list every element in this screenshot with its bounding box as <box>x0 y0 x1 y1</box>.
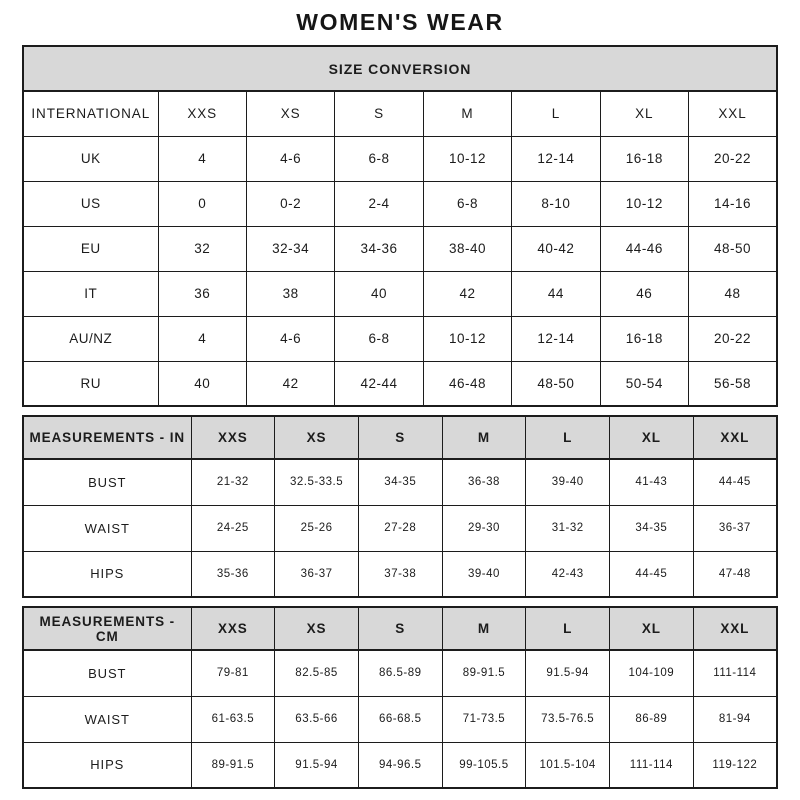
value-cell: 4 <box>158 316 246 361</box>
header-size-cell: L <box>512 91 600 136</box>
header-size-cell: XL <box>610 607 694 650</box>
value-cell: 34-35 <box>610 505 694 551</box>
value-cell: 119-122 <box>693 742 777 788</box>
value-cell: 4-6 <box>246 316 334 361</box>
value-cell: 4-6 <box>246 136 334 181</box>
row-label-cell: US <box>23 181 158 226</box>
table-data-row <box>23 136 777 181</box>
value-cell: 39-40 <box>442 551 526 597</box>
value-cell: 86-89 <box>610 696 694 742</box>
header-label-cell: INTERNATIONAL <box>23 91 158 136</box>
table-data-row <box>23 459 777 505</box>
value-cell: 46 <box>600 271 688 316</box>
value-cell: 36-37 <box>693 505 777 551</box>
value-cell: 44-45 <box>610 551 694 597</box>
value-cell: 40-42 <box>512 226 600 271</box>
value-cell: 32.5-33.5 <box>275 459 359 505</box>
value-cell: 32-34 <box>246 226 334 271</box>
value-cell: 25-26 <box>275 505 359 551</box>
value-cell: 34-36 <box>335 226 423 271</box>
value-cell: 20-22 <box>689 136 777 181</box>
value-cell: 6-8 <box>335 316 423 361</box>
page-title: WOMEN'S WEAR <box>296 9 504 35</box>
value-cell: 42 <box>246 361 334 406</box>
value-cell: 91.5-94 <box>275 742 359 788</box>
value-cell: 48 <box>689 271 777 316</box>
value-cell: 71-73.5 <box>442 696 526 742</box>
row-label-cell: WAIST <box>23 505 191 551</box>
table-title-cell: SIZE CONVERSION <box>23 46 777 91</box>
value-cell: 12-14 <box>512 316 600 361</box>
value-cell: 35-36 <box>191 551 275 597</box>
value-cell: 31-32 <box>526 505 610 551</box>
header-size-cell: XS <box>275 607 359 650</box>
value-cell: 94-96.5 <box>358 742 442 788</box>
value-cell: 6-8 <box>335 136 423 181</box>
row-label-cell: BUST <box>23 459 191 505</box>
value-cell: 20-22 <box>689 316 777 361</box>
row-label-cell: AU/NZ <box>23 316 158 361</box>
value-cell: 66-68.5 <box>358 696 442 742</box>
row-label-cell: WAIST <box>23 696 191 742</box>
value-cell: 101.5-104 <box>526 742 610 788</box>
value-cell: 91.5-94 <box>526 650 610 696</box>
header-size-cell: M <box>442 416 526 459</box>
row-label-cell: HIPS <box>23 551 191 597</box>
value-cell: 111-114 <box>693 650 777 696</box>
value-cell: 39-40 <box>526 459 610 505</box>
table-data-row <box>23 696 777 742</box>
value-cell: 89-91.5 <box>442 650 526 696</box>
value-cell: 42 <box>423 271 511 316</box>
value-cell: 8-10 <box>512 181 600 226</box>
table-data-row <box>23 505 777 551</box>
row-label-cell: UK <box>23 136 158 181</box>
value-cell: 46-48 <box>423 361 511 406</box>
value-cell: 99-105.5 <box>442 742 526 788</box>
row-label-cell: IT <box>23 271 158 316</box>
value-cell: 82.5-85 <box>275 650 359 696</box>
value-cell: 63.5-66 <box>275 696 359 742</box>
value-cell: 41-43 <box>610 459 694 505</box>
row-label-cell: EU <box>23 226 158 271</box>
header-size-cell: S <box>335 91 423 136</box>
value-cell: 21-32 <box>191 459 275 505</box>
value-cell: 37-38 <box>358 551 442 597</box>
value-cell: 24-25 <box>191 505 275 551</box>
value-cell: 111-114 <box>610 742 694 788</box>
table-data-row <box>23 551 777 597</box>
header-size-cell: XL <box>600 91 688 136</box>
measurements-in-table <box>22 415 778 598</box>
header-label-cell: MEASUREMENTS - CM <box>23 607 191 650</box>
table-data-row <box>23 742 777 788</box>
value-cell: 14-16 <box>689 181 777 226</box>
value-cell: 10-12 <box>423 136 511 181</box>
header-size-cell: L <box>526 416 610 459</box>
value-cell: 79-81 <box>191 650 275 696</box>
table-header-row <box>23 607 777 650</box>
header-size-cell: XS <box>246 91 334 136</box>
value-cell: 38 <box>246 271 334 316</box>
header-size-cell: XXL <box>689 91 777 136</box>
value-cell: 0-2 <box>246 181 334 226</box>
value-cell: 4 <box>158 136 246 181</box>
header-size-cell: XXS <box>191 607 275 650</box>
table-data-row <box>23 361 777 406</box>
table-data-row <box>23 181 777 226</box>
value-cell: 10-12 <box>600 181 688 226</box>
table-header-row <box>23 91 777 136</box>
header-size-cell: M <box>423 91 511 136</box>
value-cell: 104-109 <box>610 650 694 696</box>
value-cell: 38-40 <box>423 226 511 271</box>
header-size-cell: XXS <box>158 91 246 136</box>
row-label-cell: HIPS <box>23 742 191 788</box>
value-cell: 32 <box>158 226 246 271</box>
value-cell: 34-35 <box>358 459 442 505</box>
value-cell: 50-54 <box>600 361 688 406</box>
value-cell: 36-38 <box>442 459 526 505</box>
size-conversion-table <box>22 45 778 407</box>
header-size-cell: XXL <box>693 416 777 459</box>
table-title-row <box>23 46 777 91</box>
value-cell: 6-8 <box>423 181 511 226</box>
header-size-cell: XXS <box>191 416 275 459</box>
value-cell: 27-28 <box>358 505 442 551</box>
value-cell: 36 <box>158 271 246 316</box>
value-cell: 61-63.5 <box>191 696 275 742</box>
value-cell: 48-50 <box>689 226 777 271</box>
row-label-cell: RU <box>23 361 158 406</box>
value-cell: 42-44 <box>335 361 423 406</box>
value-cell: 29-30 <box>442 505 526 551</box>
header-label-cell: MEASUREMENTS - IN <box>23 416 191 459</box>
header-size-cell: XXL <box>693 607 777 650</box>
value-cell: 40 <box>158 361 246 406</box>
table-data-row <box>23 316 777 361</box>
table-data-row <box>23 650 777 696</box>
value-cell: 44-46 <box>600 226 688 271</box>
tables-container <box>22 45 778 789</box>
value-cell: 44-45 <box>693 459 777 505</box>
value-cell: 73.5-76.5 <box>526 696 610 742</box>
value-cell: 42-43 <box>526 551 610 597</box>
value-cell: 10-12 <box>423 316 511 361</box>
value-cell: 56-58 <box>689 361 777 406</box>
value-cell: 47-48 <box>693 551 777 597</box>
header-size-cell: S <box>358 607 442 650</box>
value-cell: 48-50 <box>512 361 600 406</box>
value-cell: 44 <box>512 271 600 316</box>
value-cell: 89-91.5 <box>191 742 275 788</box>
header-size-cell: XL <box>610 416 694 459</box>
value-cell: 2-4 <box>335 181 423 226</box>
header-size-cell: L <box>526 607 610 650</box>
value-cell: 16-18 <box>600 316 688 361</box>
table-data-row <box>23 226 777 271</box>
row-label-cell: BUST <box>23 650 191 696</box>
value-cell: 12-14 <box>512 136 600 181</box>
table-data-row <box>23 271 777 316</box>
value-cell: 40 <box>335 271 423 316</box>
value-cell: 16-18 <box>600 136 688 181</box>
value-cell: 81-94 <box>693 696 777 742</box>
value-cell: 36-37 <box>275 551 359 597</box>
header-size-cell: XS <box>275 416 359 459</box>
header-size-cell: M <box>442 607 526 650</box>
value-cell: 0 <box>158 181 246 226</box>
value-cell: 86.5-89 <box>358 650 442 696</box>
measurements-cm-table <box>22 606 778 789</box>
table-header-row <box>23 416 777 459</box>
header-size-cell: S <box>358 416 442 459</box>
